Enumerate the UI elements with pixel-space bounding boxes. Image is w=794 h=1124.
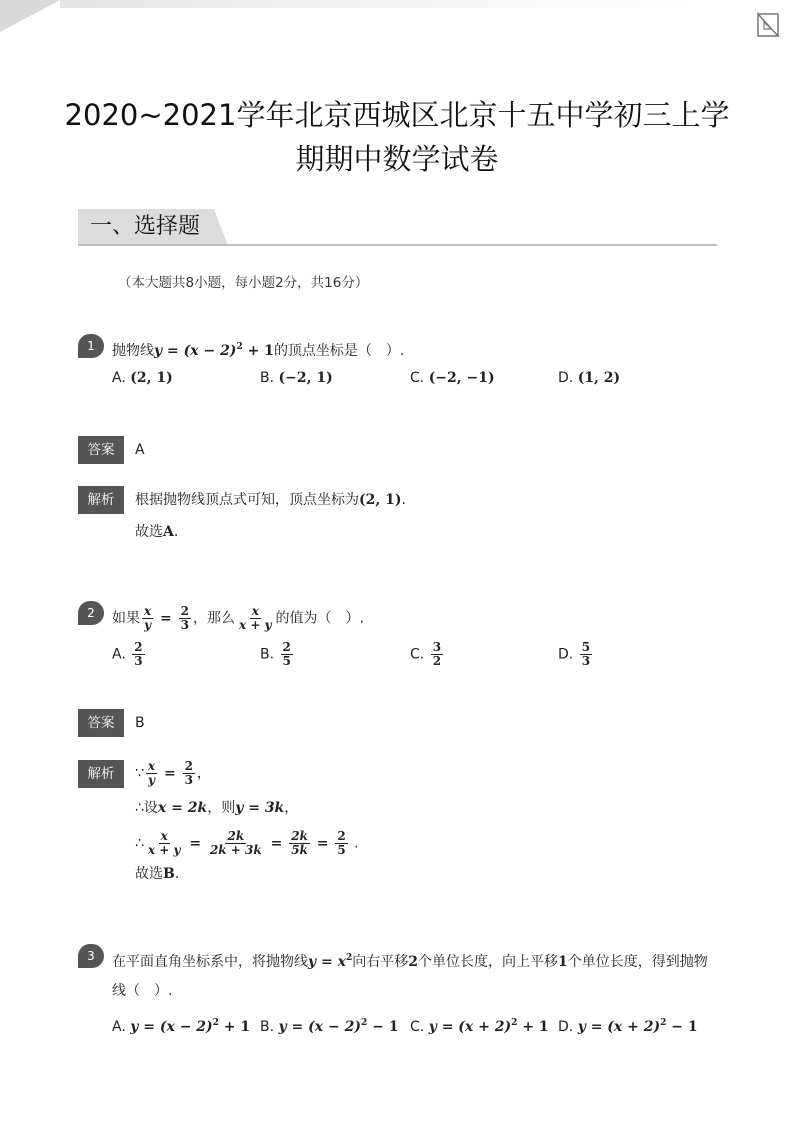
analysis-2-line2: ∴设x = 2k，则y = 3k， [135, 800, 299, 816]
analysis-2-line1: ∵ $\frac{x}{y}$ = $\frac{2}{3}$ ， [135, 759, 211, 787]
question-2-option-d: D. $\frac{5}{3}$ [558, 640, 591, 668]
analysis-label-1: 解析 [78, 486, 124, 514]
question-1-stem: 抛物线$y = (x - 2)^2 + 1$的顶点坐标是（ ）. [112, 342, 405, 359]
question-number-3: 3 [78, 944, 104, 968]
question-3-stem-line1: 在平面直角坐标系中，将抛物线$y = x^2$向右平移2个单位长度，向上平移1个单位长度，得到抛物 [112, 953, 708, 970]
analysis-2-line3: ∴ $\frac{x}{x + y}$ = $\frac{2k}{2k + 3k}$ = $\frac{2k}{5k}$ = $\frac{2}{5}$ . [135, 829, 359, 857]
question-number-1: 1 [78, 334, 104, 358]
question-2-option-b: B. $\frac{2}{5}$ [260, 640, 291, 668]
analysis-1-line1: 根据抛物线顶点式可知，顶点坐标为(2, 1). [135, 492, 406, 508]
question-3-option-b: B. $y = (x - 2)^2 - 1$ [260, 1018, 399, 1035]
answer-label-2: 答案 [78, 709, 124, 737]
analysis-1-line2: 故选A. [135, 524, 179, 540]
question-3-option-d: D. $y = (x + 2)^2 - 1$ [558, 1018, 698, 1035]
answer-2-value: B [135, 715, 145, 731]
page-title-line2: 期期中数学试卷 [295, 142, 499, 176]
question-1-option-d: D. (1, 2) [558, 370, 621, 386]
answer-label-1: 答案 [78, 436, 124, 464]
question-2-stem: 如果 $\frac{x}{y}$ = $\frac{2}{3}$ ，那么 $\frac{x}{x + y}$ 的值为（ ）. [112, 604, 364, 632]
section-title: 一、选择题 [90, 214, 201, 239]
question-1-option-b: B. (−2, 1) [260, 370, 333, 386]
answer-1-value: A [135, 442, 145, 458]
page-top-band [60, 0, 700, 8]
page-title-line1: 2020~2021学年北京西城区北京十五中学初三上学 [64, 98, 730, 132]
question-2-option-a: A. $\frac{2}{3}$ [112, 640, 143, 668]
question-3-option-a: A. $y = (x - 2)^2 + 1$ [112, 1018, 251, 1035]
section-underline [78, 244, 717, 246]
page-corner-decoration [0, 0, 60, 32]
section-note: （本大题共8小题，每小题2分，共16分） [118, 275, 369, 291]
question-3-stem-line2: 线（ ）. [112, 983, 173, 999]
question-number-2: 2 [78, 601, 104, 625]
analysis-label-2: 解析 [78, 760, 124, 788]
question-2-option-c: C. $\frac{3}{2}$ [410, 640, 442, 668]
brand-logo-icon [756, 12, 780, 38]
question-1-option-c: C. (−2, −1) [410, 370, 495, 386]
question-1-option-a: A. (2, 1) [112, 370, 173, 386]
analysis-2-line4: 故选B. [135, 866, 180, 882]
question-3-option-c: C. $y = (x + 2)^2 + 1$ [410, 1018, 549, 1035]
